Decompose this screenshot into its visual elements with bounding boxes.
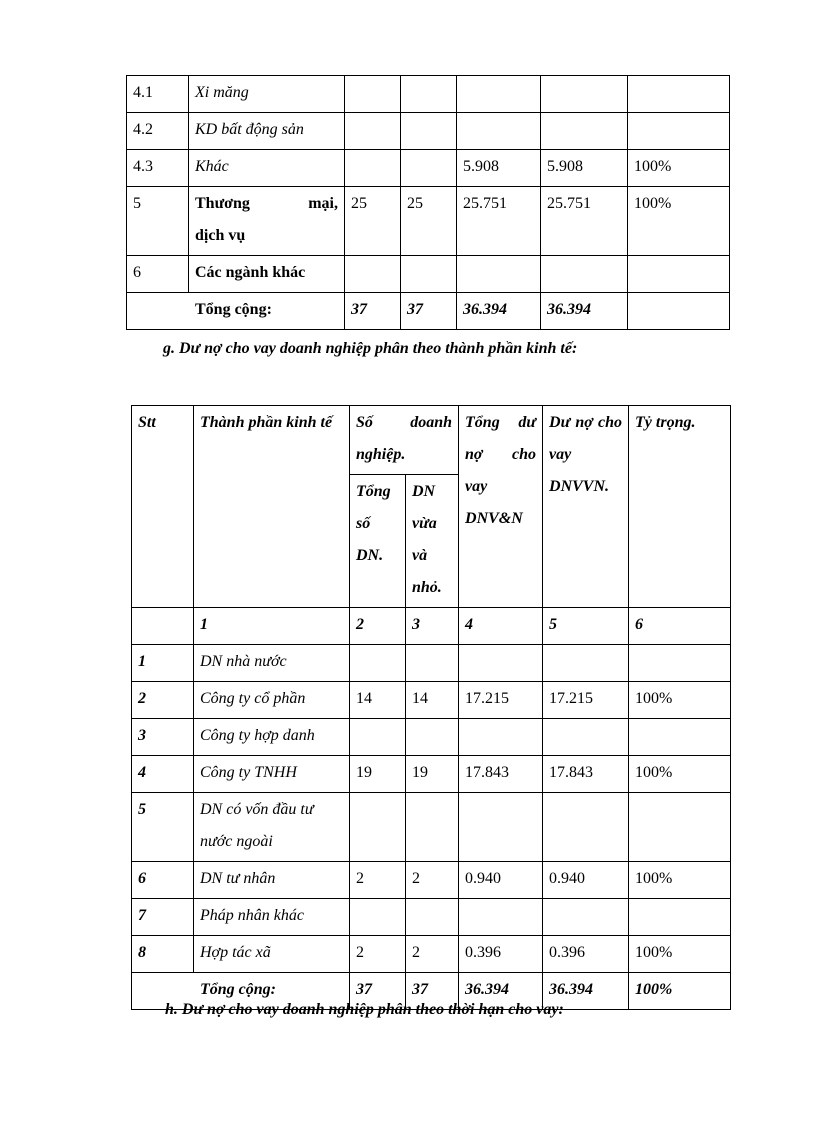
total-cell: 37 bbox=[350, 973, 406, 1010]
total-label: Tổng cộng: bbox=[132, 973, 350, 1010]
cell: 19 bbox=[406, 756, 459, 793]
table-row bbox=[127, 150, 730, 187]
row-stt: 7 bbox=[132, 899, 194, 936]
economic-sector-loan-table bbox=[131, 405, 731, 1010]
col-number: 2 bbox=[350, 608, 406, 645]
total-cell: 100% bbox=[629, 973, 731, 1010]
table-row bbox=[132, 756, 731, 793]
header-row bbox=[132, 406, 731, 475]
cell bbox=[541, 76, 628, 113]
cell bbox=[629, 719, 731, 756]
cell: 17.215 bbox=[459, 682, 543, 719]
total-row bbox=[127, 293, 730, 330]
cell bbox=[345, 256, 401, 293]
row-stt: 4.1 bbox=[127, 76, 189, 113]
header-thanh-phan: Thành phần kinh tế bbox=[194, 406, 350, 608]
cell: 5.908 bbox=[457, 150, 541, 187]
col-number: 4 bbox=[459, 608, 543, 645]
header-stt: Stt bbox=[132, 406, 194, 608]
cell bbox=[457, 113, 541, 150]
table-row bbox=[127, 187, 730, 256]
cell bbox=[406, 899, 459, 936]
col-number: 3 bbox=[406, 608, 459, 645]
header-du-no: Dư nợ cho vay DNVVN. bbox=[543, 406, 629, 608]
cell bbox=[345, 150, 401, 187]
cell bbox=[629, 645, 731, 682]
table-row bbox=[132, 793, 731, 862]
cell: 100% bbox=[629, 862, 731, 899]
cell bbox=[543, 645, 629, 682]
cell bbox=[459, 899, 543, 936]
total-cell bbox=[628, 293, 730, 330]
table-row bbox=[127, 113, 730, 150]
cell: 14 bbox=[350, 682, 406, 719]
total-cell: 37 bbox=[406, 973, 459, 1010]
cell: 17.843 bbox=[459, 756, 543, 793]
row-stt: 8 bbox=[132, 936, 194, 973]
total-cell: 37 bbox=[401, 293, 457, 330]
cell bbox=[543, 719, 629, 756]
table-row bbox=[132, 936, 731, 973]
cell bbox=[541, 113, 628, 150]
section-heading-h: h. Dư nợ cho vay doanh nghiệp phân theo thời hạn cho vay: bbox=[165, 1001, 564, 1018]
cell bbox=[457, 76, 541, 113]
row-name: Khác bbox=[189, 150, 345, 187]
table-row bbox=[132, 645, 731, 682]
row-name: KD bất động sản bbox=[189, 113, 345, 150]
total-cell: 36.394 bbox=[541, 293, 628, 330]
col-number: 1 bbox=[194, 608, 350, 645]
cell bbox=[401, 256, 457, 293]
cell bbox=[401, 76, 457, 113]
cell: 0.940 bbox=[459, 862, 543, 899]
cell bbox=[406, 793, 459, 862]
industry-loan-table bbox=[126, 75, 730, 330]
row-name: DN tư nhân bbox=[194, 862, 350, 899]
cell: 25.751 bbox=[457, 187, 541, 256]
cell: 0.396 bbox=[543, 936, 629, 973]
cell: 0.940 bbox=[543, 862, 629, 899]
cell bbox=[541, 256, 628, 293]
cell bbox=[459, 793, 543, 862]
cell bbox=[459, 645, 543, 682]
cell bbox=[401, 113, 457, 150]
row-stt: 1 bbox=[132, 645, 194, 682]
cell: 14 bbox=[406, 682, 459, 719]
cell bbox=[350, 793, 406, 862]
cell: 2 bbox=[350, 936, 406, 973]
total-cell: 36.394 bbox=[459, 973, 543, 1010]
total-cell: 36.394 bbox=[457, 293, 541, 330]
row-stt: 4 bbox=[132, 756, 194, 793]
cell: 25.751 bbox=[541, 187, 628, 256]
row-stt: 5 bbox=[132, 793, 194, 862]
cell: 2 bbox=[350, 862, 406, 899]
cell bbox=[628, 76, 730, 113]
cell bbox=[350, 719, 406, 756]
table-row bbox=[132, 682, 731, 719]
table-row bbox=[132, 899, 731, 936]
row-name: DN nhà nước bbox=[194, 645, 350, 682]
cell: 100% bbox=[629, 756, 731, 793]
cell: 2 bbox=[406, 862, 459, 899]
table-row bbox=[132, 862, 731, 899]
cell: 25 bbox=[345, 187, 401, 256]
row-stt: 4.3 bbox=[127, 150, 189, 187]
cell bbox=[628, 256, 730, 293]
cell: 25 bbox=[401, 187, 457, 256]
cell: 0.396 bbox=[459, 936, 543, 973]
row-stt: 2 bbox=[132, 682, 194, 719]
header-dn-vua-nho: DN vừa và nhỏ. bbox=[406, 475, 459, 608]
cell bbox=[350, 899, 406, 936]
cell: 5.908 bbox=[541, 150, 628, 187]
cell bbox=[543, 793, 629, 862]
row-name bbox=[189, 187, 345, 256]
total-label: Tổng cộng: bbox=[127, 293, 345, 330]
row-name: Hợp tác xã bbox=[194, 936, 350, 973]
row-name: Các ngành khác bbox=[189, 256, 345, 293]
cell bbox=[401, 150, 457, 187]
table-row bbox=[132, 719, 731, 756]
cell: 100% bbox=[628, 150, 730, 187]
row-name-line1: Thương mại, bbox=[195, 195, 338, 212]
cell: 100% bbox=[629, 682, 731, 719]
col-number bbox=[132, 608, 194, 645]
row-stt: 6 bbox=[132, 862, 194, 899]
total-cell: 37 bbox=[345, 293, 401, 330]
row-name: Xi măng bbox=[189, 76, 345, 113]
row-name: DN có vốn đầu tư nước ngoài bbox=[194, 793, 350, 862]
row-stt: 3 bbox=[132, 719, 194, 756]
cell: 17.215 bbox=[543, 682, 629, 719]
row-name: Công ty cổ phần bbox=[194, 682, 350, 719]
row-stt: 4.2 bbox=[127, 113, 189, 150]
col-number: 6 bbox=[629, 608, 731, 645]
header-ty-trong: Tỷ trọng. bbox=[629, 406, 731, 608]
row-name-line2: dịch vụ bbox=[195, 227, 246, 244]
row-name: Công ty hợp danh bbox=[194, 719, 350, 756]
cell bbox=[457, 256, 541, 293]
header-tong-so: Tổng số DN. bbox=[350, 475, 406, 608]
section-heading-g: g. Dư nợ cho vay doanh nghiệp phân theo thành phần kinh tế: bbox=[163, 340, 578, 357]
table-row bbox=[127, 76, 730, 113]
total-cell: 36.394 bbox=[543, 973, 629, 1010]
cell bbox=[345, 76, 401, 113]
row-stt: 5 bbox=[127, 187, 189, 256]
cell: 100% bbox=[629, 936, 731, 973]
header-tong-du-no: Tổng dư nợ cho vay DNV&N bbox=[459, 406, 543, 608]
cell: 17.843 bbox=[543, 756, 629, 793]
cell bbox=[345, 113, 401, 150]
cell bbox=[459, 719, 543, 756]
column-number-row bbox=[132, 608, 731, 645]
cell bbox=[629, 899, 731, 936]
cell: 100% bbox=[628, 187, 730, 256]
row-name: Công ty TNHH bbox=[194, 756, 350, 793]
cell bbox=[406, 719, 459, 756]
cell: 2 bbox=[406, 936, 459, 973]
cell bbox=[543, 899, 629, 936]
row-name: Pháp nhân khác bbox=[194, 899, 350, 936]
cell: 19 bbox=[350, 756, 406, 793]
cell bbox=[629, 793, 731, 862]
cell bbox=[406, 645, 459, 682]
row-stt: 6 bbox=[127, 256, 189, 293]
col-number: 5 bbox=[543, 608, 629, 645]
header-so-dn: Số doanh nghiệp. bbox=[350, 406, 459, 475]
table-row bbox=[127, 256, 730, 293]
cell bbox=[350, 645, 406, 682]
cell bbox=[628, 113, 730, 150]
